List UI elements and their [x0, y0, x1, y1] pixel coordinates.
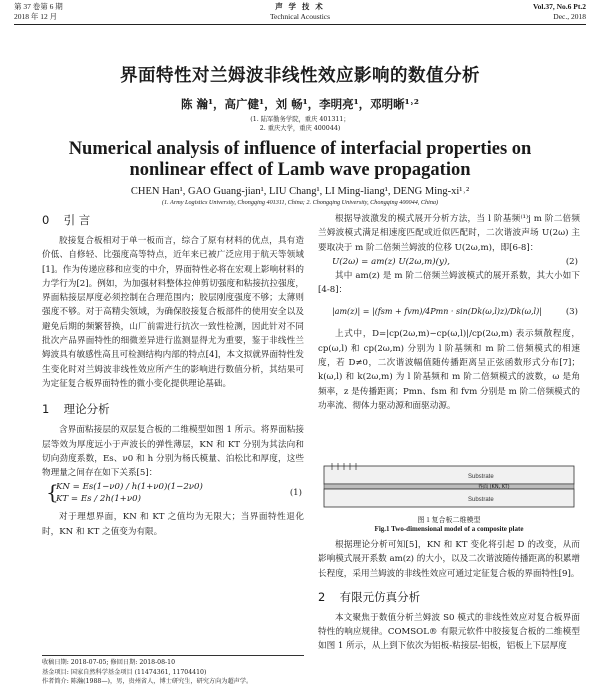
equation-1-line1: KN = Es(1−ν0) / h(1+ν0)(1−2ν0): [56, 482, 203, 493]
journal-name-en: Technical Acoustics: [269, 12, 331, 21]
fem-paragraph: 本文聚焦于数值分析兰姆波 S0 模式的非线性效应对复合板界面特性的响应规律。COMSOL® 有限元软件中胶接复合板的二维模型如图 1 所示，从上到下依次为铝板-粘接层-铝板，铝板上下层厚度: [318, 612, 580, 652]
theory-paragraph: 含界面粘接层的双层复合板的二维模型如图 1 所示。将界面粘接层等效为厚度远小于声波长的弹性薄层，KN 和 KT 分别为其法向和切向劲度系数，Es、ν0 和 h 分别为杨氏模量、泊松比和厚度，这些物理量之间存在如下关系[5]：: [42, 425, 304, 479]
section-title: 引 言: [63, 213, 91, 227]
intro-paragraph: 胶接复合板相对于单一板而言，综合了原有材料的优点，具有造价低、自修轻、比强度高等特点，近年来已被广泛应用于航天等领域[1]。作为传递应移和应变的中介，界面特性必将在宏观上影响材料的力学行为[2]。例如，为加强材料整体拉伸剪切强度和粘接抗拉强度，界面粘接层厚度必须控制在合理范围内；胶层刚度强度不够；太薄则强度不够。对于高精尖领域，为确保胶接复合板部件的使用安全以及避免后期的频繁替换，山厂前需进行抗次一致性检测，因此针对不同批次产品界面特性的细微差异进行监测显得尤为重要，鉴于非线性兰姆波具有敏感性高且可检测结构内部的特点[4]，本文拟就界面特性发生变化时对兰姆波非线性效应所产生的影响进行数值分析，其结果可为定征复合板界面特性的微小变化提供理论基础。: [42, 236, 304, 389]
interface-label: 界面 (KN, KT): [478, 484, 510, 490]
affiliation-en: (1. Army Logistics University, Chongqing 401311, China; 2. Chongqing University, Chongqing 400044, China): [161, 199, 439, 206]
header-volume-en: Vol.37, No.6 Pt.2: [532, 2, 586, 11]
after-equation-1-paragraph: 对于理想界面，KN 和 KT 之值均为无限大；当界面特性退化时，KN 和 KT 之值变为有限。: [42, 512, 304, 537]
running-header: [14, 2, 586, 25]
figure-caption-en: Fig.1 Two-dimensional model of a composite plate: [374, 525, 524, 533]
expansion-coefficient-paragraph: 其中 am(z) 是 m 阶二倍频兰姆波模式的展开系数，其大小如下[4-8]：: [318, 270, 580, 296]
dispersion-paragraph: 上式中，D=|cp(2ω,m)−cp(ω,l)|/cp(2ω,m) 表示频散程度，cp(ω,l) 和 cp(2ω,m) 分别为 l 阶基频和 m 阶二倍频模式的相速度，若 D≠0，二次谐波幅值随传播距离呈正弦函数形式分布[7]；k(ω,l) 和 k(2ω,m) 为 l 阶基频和 m 阶二倍频模式的波数，ω 是角频率，z 是传播距离；Pmn、fsm 和 fvm 分别是 m 阶二倍频模式的功率流、彻体力驱动源和面驱动源。: [318, 329, 580, 411]
footnote-author: 作者简介: 陈瀚(1988—)，男，贵州省人，博士研究生，研究方向为超声学。: [42, 678, 253, 685]
figure-1-composite-plate: [318, 462, 580, 512]
paper-title-en-line2: nonlinear effect of Lamb wave propagation: [129, 160, 471, 180]
mode-expansion-paragraph: 根据导波激发的模式展开分析方法，当 l 阶基频⁽¹⁾j m 阶二倍频兰姆波模式满足相速度匹配或近似匹配时，二次谐波声场 U(2ω) 主要取决于 m 阶二倍频兰姆波的位移 U(2ω,m)，即[6-8]：: [318, 214, 580, 253]
right-column-lower: [318, 538, 580, 654]
section-number: 1: [42, 402, 50, 417]
authors-en: CHEN Han¹, GAO Guang-jian¹, LIU Chang¹, LI Ming-liang¹, DENG Ming-xi¹˒²: [130, 186, 470, 197]
paper-title-zh: 界面特性对兰姆波非线性效应影响的数值分析: [120, 66, 480, 86]
journal-name-zh: 声 学 技 术: [275, 2, 325, 11]
header-date-zh: 2018 年 12 月: [14, 12, 58, 21]
equation-1: [42, 480, 304, 506]
equation-1-line2: KT = Es / 2h(1+ν0): [56, 494, 141, 505]
authors-zh: 陈 瀚¹，高广健¹，刘 畅¹，李明亮¹，邓明晰¹˒²: [181, 97, 419, 111]
equation-2-number: (2): [565, 256, 578, 267]
equation-3-body: |am(z)| = |(fsm + fvm)/4Pmn · sin(Dk(ω,l)z)/Dk(ω,l)|: [332, 307, 542, 317]
equation-1-number: (1): [289, 488, 302, 499]
header-center: [14, 2, 586, 22]
section-heading-theory: [42, 401, 304, 417]
affiliation-zh-2: 2. 重庆大学，重庆 400044): [259, 125, 341, 132]
section-heading-fem: [318, 589, 580, 605]
brace-glyph: {: [46, 480, 59, 505]
lower-substrate: [324, 489, 574, 507]
section-heading-intro: [42, 212, 304, 228]
adhesive-layer: [324, 484, 574, 489]
footnote-received: 收稿日期: 2018-07-05; 修回日期: 2018-08-10: [42, 659, 176, 666]
upper-substrate: [324, 466, 574, 484]
header-right: [533, 2, 586, 22]
section-title: 理论分析: [63, 402, 110, 417]
lower-substrate-label: Substrate: [468, 497, 494, 503]
equation-2-body: U(2ω) = am(z) U(2ω,m)(y),: [332, 256, 450, 267]
equation-2: [318, 255, 580, 269]
right-column: [318, 212, 580, 413]
affiliation-zh-1: (1. 陆军勤务学院，重庆 401311；: [250, 116, 350, 123]
figure-1-caption: [318, 516, 580, 534]
header-date-en: Dec., 2018: [553, 12, 586, 21]
footnote: [42, 655, 304, 687]
left-column: [42, 212, 304, 539]
section-number: 0: [42, 213, 50, 227]
equation-3-number: (3): [565, 307, 578, 318]
footnote-funding: 基金项目: 国家自然科学基金项目 (11474361, 11704410): [42, 668, 207, 676]
upper-substrate-label: Substrate: [468, 474, 494, 480]
figure-caption-zh: 图 1 复合板二维模型: [417, 516, 481, 524]
section-title: 有限元仿真分析: [339, 589, 421, 604]
header-volume: 第 37 卷第 6 期: [14, 2, 63, 11]
equation-3: [318, 297, 580, 327]
interface-effect-paragraph: 根据理论分析可知[5]，KN 和 KT 变化将引起 D 的改变，从而影响模式展开系数 am(z) 的大小，以及二次谐波随传播距离的积累增长程度，采用兰姆波的非线性效应可通过定征复合板的界面特性[9]。: [318, 540, 581, 579]
paper-title-en-line1: Numerical analysis of influence of interfacial properties on: [68, 139, 532, 159]
section-number: 2: [318, 589, 326, 604]
